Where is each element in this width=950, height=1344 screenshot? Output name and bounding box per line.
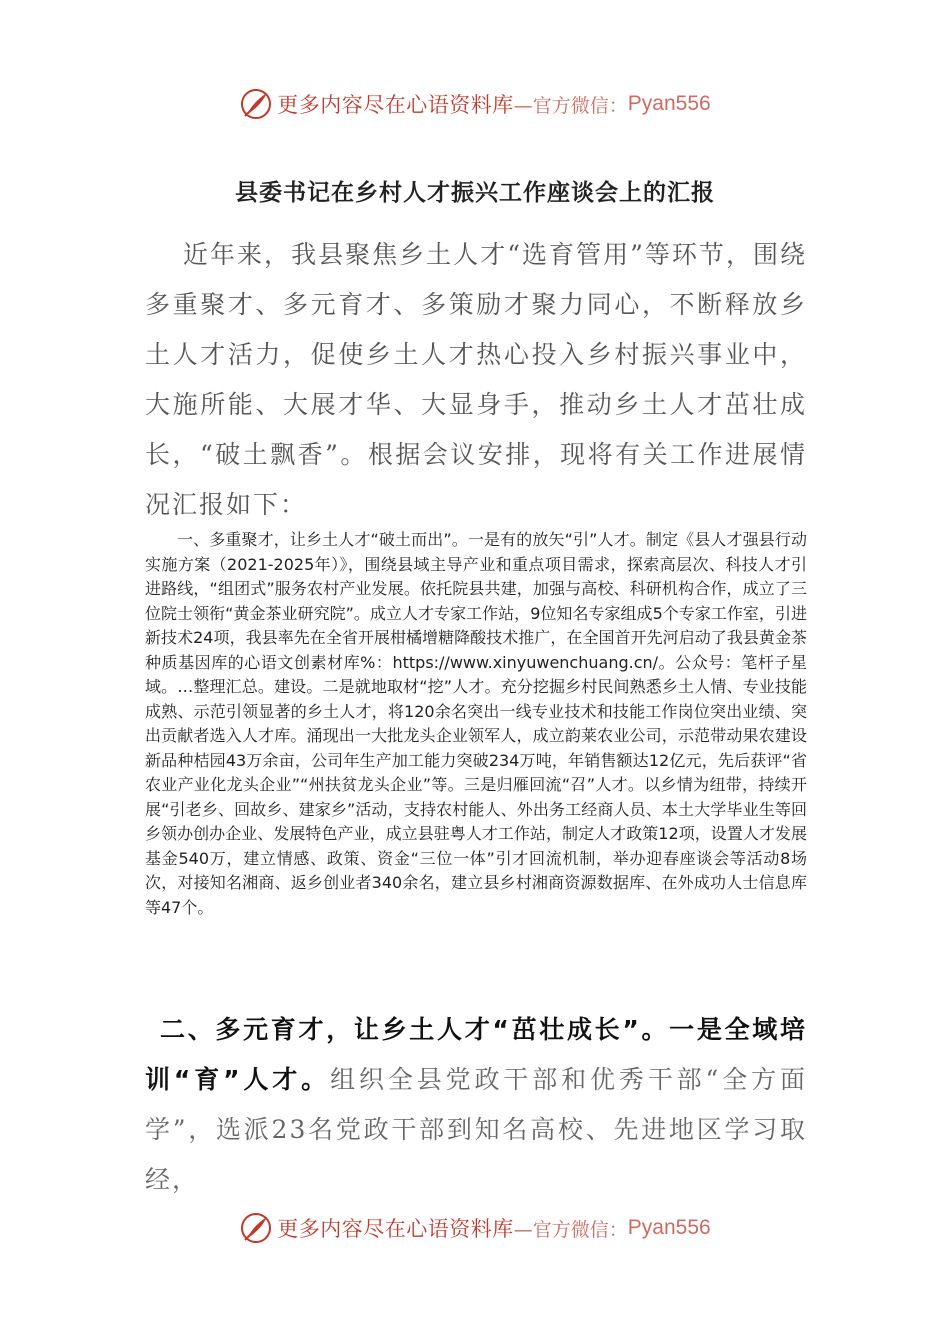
header-watermark-banner xyxy=(0,82,950,126)
feather-pen-logo-icon xyxy=(239,1211,273,1245)
banner-main-text: 更多内容尽在心语资料库 xyxy=(277,93,514,117)
banner-wechat-id: Pyan556 xyxy=(627,92,711,115)
section-two-heading: 二、多元育才，让乡土人才“茁壮成长”。一是全域培训“育”人才。 xyxy=(145,1015,807,1094)
section-two-paragraph xyxy=(145,1005,807,1205)
banner-sub-text: —官方微信： xyxy=(513,1218,628,1241)
document-title: 县委书记在乡村人才振兴工作座谈会上的汇报 xyxy=(235,180,715,206)
banner-wechat-id: Pyan556 xyxy=(627,1216,711,1239)
feather-pen-logo-icon xyxy=(239,87,273,121)
banner-main-text: 更多内容尽在心语资料库 xyxy=(277,1217,514,1241)
footer-watermark-banner xyxy=(0,1206,950,1250)
banner-sub-text: —官方微信： xyxy=(513,94,628,117)
intro-paragraph: 近年来，我县聚焦乡土人才“选育管用”等环节，围绕多重聚才、多元育才、多策励才聚力同心，不断释放乡土人才活力，促使乡土人才热心投入乡村振兴事业中，大施所能、大展才华、大显身手，推动乡土人才茁壮成长，“破土飘香”。根据会议安排，现将有关工作进展情况汇报如下： xyxy=(145,240,807,519)
section-two-text: 组织全县党政干部和优秀干部“全方面学”，选派23名党政干部到知名高校、先进地区学习取经， xyxy=(145,1065,807,1194)
section-one-paragraph: 一、多重聚才，让乡土人才“破土而出”。一是有的放矢“引”人才。制定《县人才强县行动实施方案（2021-2025年）》，围绕县域主导产业和重点项目需求，探索高层次、科技人才引进路线，“组团式”服务农村产业发展。依托院县共建，加强与高校、科研机构合作，成立了三位院士领衔“黄金茶业研究院”。成立人才专家工作站，9位知名专家组成5个专家工作室，引进新技术24项，我县率先在全省开展柑橘增糖降酸技术推广，在全国首开先河启动了我县黄金茶种质基因库的心语文创素材库%：https://www.xinyuwenchuang.cn/。公众号：笔杆子星域。…整理汇总。建设。二是就地取材“挖”人才。充分挖掘乡村民间熟悉乡土人情、专业技能成熟、示范引领显著的乡土人才，将120余名突出一线专业技术和技能工作岗位突出业绩、突出贡献者选入人才库。涌现出一大批龙头企业领军人，成立韵莱农业公司，示范带动果农建设新品种桔园43万余亩，公司年生产加工能力突破234万吨，年销售额达12亿元，先后获评“省农业产业化龙头企业”“州扶贫龙头企业”等。三是归雁回流“召”人才。以乡情为纽带，持续开展“引老乡、回故乡、建家乡”活动，支持农村能人、外出务工经商人员、本土大学毕业生等回乡领办创办企业、发展特色产业，成立县驻粤人才工作站，制定人才政策12项，设置人才发展基金540万，建立情感、政策、资金“三位一体”引才回流机制，举办迎春座谈会等活动8场次，对接知名湘商、返乡创业者340余名，建立县乡村湘商资源数据库、在外成功人士信息库等47个。 xyxy=(145,530,807,917)
